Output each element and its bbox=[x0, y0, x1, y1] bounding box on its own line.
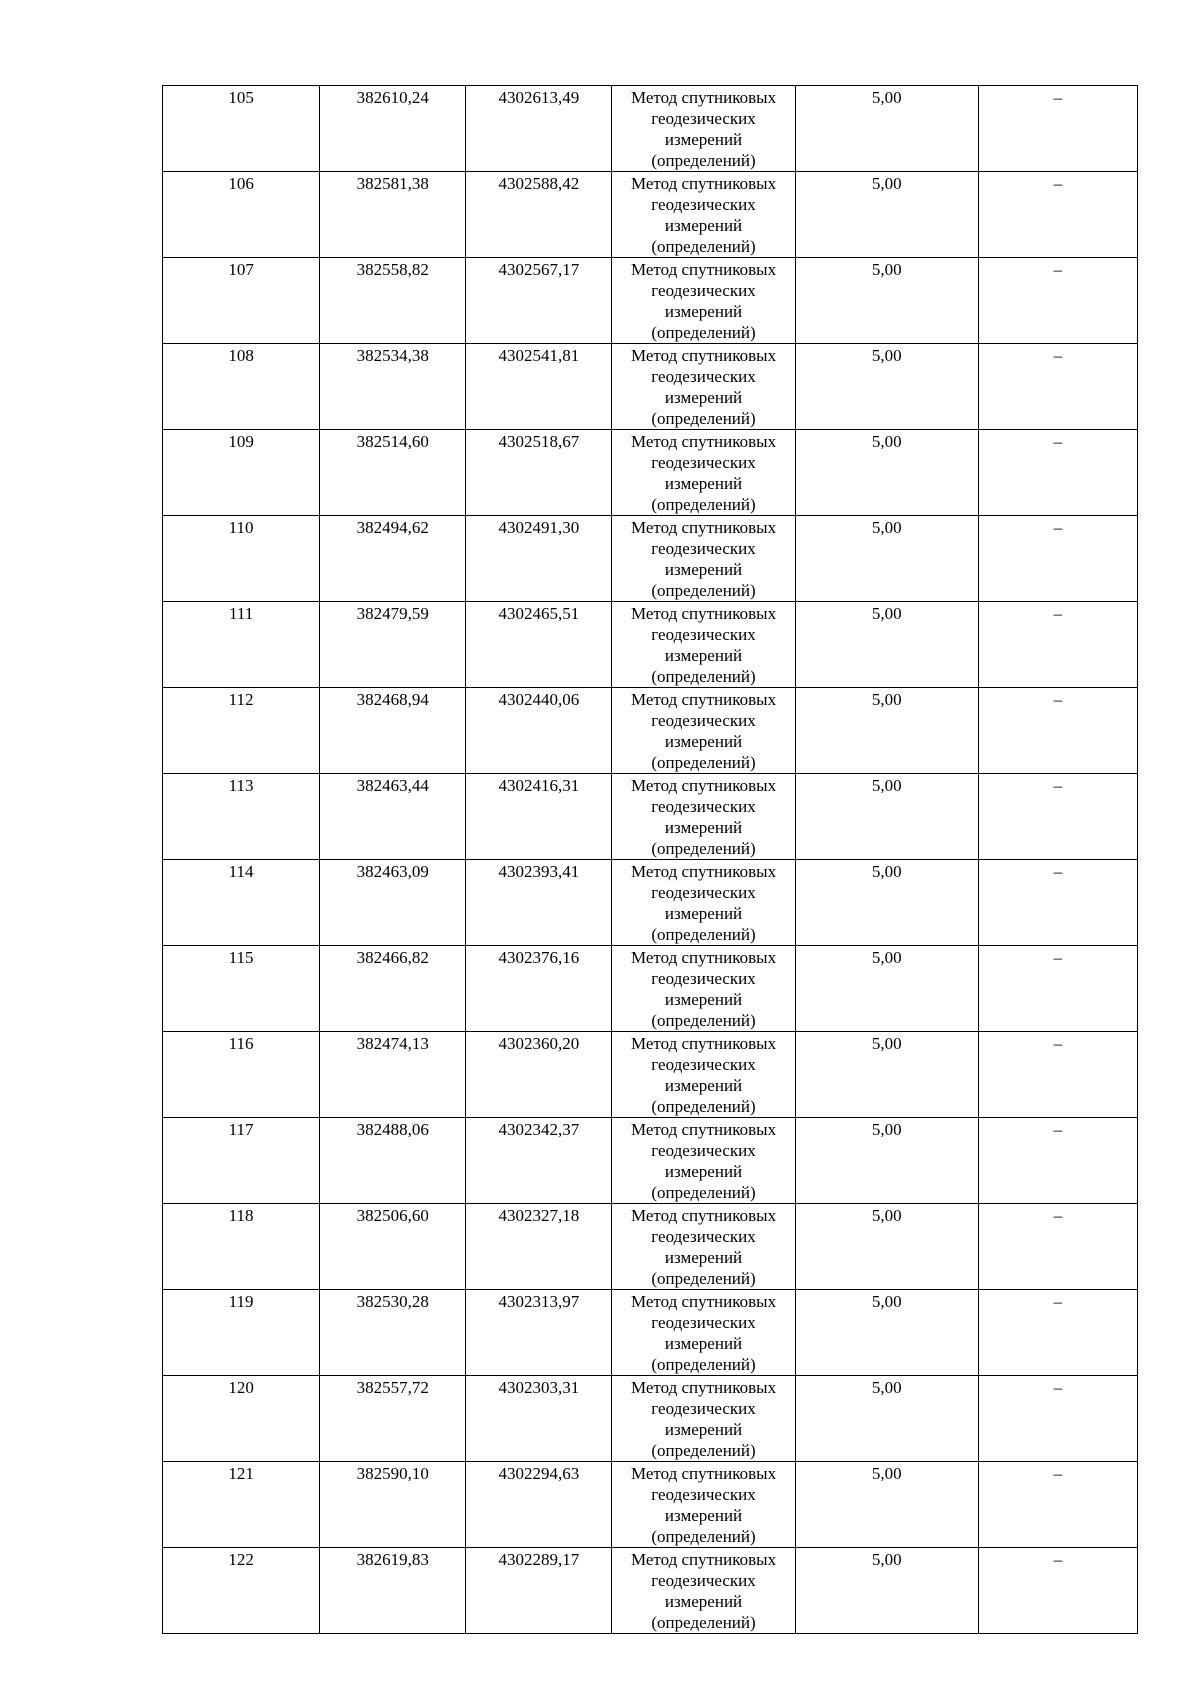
x-coordinate-cell: 382590,10 bbox=[320, 1462, 466, 1548]
accuracy-cell: 5,00 bbox=[795, 172, 978, 258]
note-cell: – bbox=[978, 1376, 1137, 1462]
x-coordinate-cell: 382557,72 bbox=[320, 1376, 466, 1462]
point-number-cell: 111 bbox=[163, 602, 320, 688]
note-cell: – bbox=[978, 172, 1137, 258]
x-coordinate-cell: 382610,24 bbox=[320, 86, 466, 172]
point-number-cell: 109 bbox=[163, 430, 320, 516]
y-coordinate-cell: 4302342,37 bbox=[466, 1118, 612, 1204]
table-row bbox=[163, 1204, 1138, 1290]
point-number-cell: 105 bbox=[163, 86, 320, 172]
x-coordinate-cell: 382479,59 bbox=[320, 602, 466, 688]
y-coordinate-cell: 4302303,31 bbox=[466, 1376, 612, 1462]
accuracy-cell: 5,00 bbox=[795, 1118, 978, 1204]
table-row bbox=[163, 688, 1138, 774]
method-cell: Метод спутниковых геодезических измерений (определений) bbox=[612, 430, 795, 516]
note-cell: – bbox=[978, 258, 1137, 344]
y-coordinate-cell: 4302360,20 bbox=[466, 1032, 612, 1118]
table-row bbox=[163, 1290, 1138, 1376]
method-cell: Метод спутниковых геодезических измерений (определений) bbox=[612, 774, 795, 860]
note-cell: – bbox=[978, 1548, 1137, 1634]
note-cell: – bbox=[978, 86, 1137, 172]
table-row bbox=[163, 1032, 1138, 1118]
y-coordinate-cell: 4302289,17 bbox=[466, 1548, 612, 1634]
accuracy-cell: 5,00 bbox=[795, 1032, 978, 1118]
x-coordinate-cell: 382474,13 bbox=[320, 1032, 466, 1118]
y-coordinate-cell: 4302327,18 bbox=[466, 1204, 612, 1290]
accuracy-cell: 5,00 bbox=[795, 1462, 978, 1548]
y-coordinate-cell: 4302541,81 bbox=[466, 344, 612, 430]
y-coordinate-cell: 4302465,51 bbox=[466, 602, 612, 688]
point-number-cell: 113 bbox=[163, 774, 320, 860]
table-row bbox=[163, 258, 1138, 344]
accuracy-cell: 5,00 bbox=[795, 344, 978, 430]
point-number-cell: 112 bbox=[163, 688, 320, 774]
table-row bbox=[163, 86, 1138, 172]
y-coordinate-cell: 4302491,30 bbox=[466, 516, 612, 602]
accuracy-cell: 5,00 bbox=[795, 1376, 978, 1462]
x-coordinate-cell: 382488,06 bbox=[320, 1118, 466, 1204]
method-cell: Метод спутниковых геодезических измерений (определений) bbox=[612, 344, 795, 430]
note-cell: – bbox=[978, 688, 1137, 774]
point-number-cell: 119 bbox=[163, 1290, 320, 1376]
note-cell: – bbox=[978, 516, 1137, 602]
x-coordinate-cell: 382468,94 bbox=[320, 688, 466, 774]
method-cell: Метод спутниковых геодезических измерений (определений) bbox=[612, 1462, 795, 1548]
note-cell: – bbox=[978, 1032, 1137, 1118]
y-coordinate-cell: 4302416,31 bbox=[466, 774, 612, 860]
accuracy-cell: 5,00 bbox=[795, 1204, 978, 1290]
y-coordinate-cell: 4302440,06 bbox=[466, 688, 612, 774]
point-number-cell: 118 bbox=[163, 1204, 320, 1290]
x-coordinate-cell: 382530,28 bbox=[320, 1290, 466, 1376]
accuracy-cell: 5,00 bbox=[795, 516, 978, 602]
accuracy-cell: 5,00 bbox=[795, 1290, 978, 1376]
note-cell: – bbox=[978, 774, 1137, 860]
coordinates-table-body bbox=[163, 86, 1138, 1634]
table-row bbox=[163, 1548, 1138, 1634]
method-cell: Метод спутниковых геодезических измерений (определений) bbox=[612, 1032, 795, 1118]
y-coordinate-cell: 4302294,63 bbox=[466, 1462, 612, 1548]
point-number-cell: 108 bbox=[163, 344, 320, 430]
note-cell: – bbox=[978, 1118, 1137, 1204]
method-cell: Метод спутниковых геодезических измерений (определений) bbox=[612, 1548, 795, 1634]
table-row bbox=[163, 860, 1138, 946]
table-row bbox=[163, 430, 1138, 516]
x-coordinate-cell: 382506,60 bbox=[320, 1204, 466, 1290]
method-cell: Метод спутниковых геодезических измерений (определений) bbox=[612, 946, 795, 1032]
method-cell: Метод спутниковых геодезических измерений (определений) bbox=[612, 1376, 795, 1462]
point-number-cell: 117 bbox=[163, 1118, 320, 1204]
accuracy-cell: 5,00 bbox=[795, 1548, 978, 1634]
table-row bbox=[163, 344, 1138, 430]
point-number-cell: 121 bbox=[163, 1462, 320, 1548]
point-number-cell: 116 bbox=[163, 1032, 320, 1118]
method-cell: Метод спутниковых геодезических измерений (определений) bbox=[612, 860, 795, 946]
accuracy-cell: 5,00 bbox=[795, 860, 978, 946]
x-coordinate-cell: 382558,82 bbox=[320, 258, 466, 344]
method-cell: Метод спутниковых геодезических измерений (определений) bbox=[612, 1118, 795, 1204]
accuracy-cell: 5,00 bbox=[795, 688, 978, 774]
x-coordinate-cell: 382494,62 bbox=[320, 516, 466, 602]
x-coordinate-cell: 382463,09 bbox=[320, 860, 466, 946]
y-coordinate-cell: 4302588,42 bbox=[466, 172, 612, 258]
method-cell: Метод спутниковых геодезических измерений (определений) bbox=[612, 1204, 795, 1290]
method-cell: Метод спутниковых геодезических измерений (определений) bbox=[612, 172, 795, 258]
method-cell: Метод спутниковых геодезических измерений (определений) bbox=[612, 258, 795, 344]
note-cell: – bbox=[978, 344, 1137, 430]
note-cell: – bbox=[978, 602, 1137, 688]
x-coordinate-cell: 382514,60 bbox=[320, 430, 466, 516]
x-coordinate-cell: 382463,44 bbox=[320, 774, 466, 860]
x-coordinate-cell: 382619,83 bbox=[320, 1548, 466, 1634]
y-coordinate-cell: 4302313,97 bbox=[466, 1290, 612, 1376]
y-coordinate-cell: 4302613,49 bbox=[466, 86, 612, 172]
point-number-cell: 114 bbox=[163, 860, 320, 946]
table-row bbox=[163, 1118, 1138, 1204]
accuracy-cell: 5,00 bbox=[795, 946, 978, 1032]
point-number-cell: 107 bbox=[163, 258, 320, 344]
point-number-cell: 122 bbox=[163, 1548, 320, 1634]
method-cell: Метод спутниковых геодезических измерений (определений) bbox=[612, 688, 795, 774]
note-cell: – bbox=[978, 430, 1137, 516]
accuracy-cell: 5,00 bbox=[795, 258, 978, 344]
table-row bbox=[163, 516, 1138, 602]
point-number-cell: 120 bbox=[163, 1376, 320, 1462]
method-cell: Метод спутниковых геодезических измерений (определений) bbox=[612, 1290, 795, 1376]
y-coordinate-cell: 4302376,16 bbox=[466, 946, 612, 1032]
coordinates-table bbox=[162, 85, 1138, 1634]
point-number-cell: 115 bbox=[163, 946, 320, 1032]
y-coordinate-cell: 4302518,67 bbox=[466, 430, 612, 516]
note-cell: – bbox=[978, 1204, 1137, 1290]
note-cell: – bbox=[978, 1290, 1137, 1376]
y-coordinate-cell: 4302567,17 bbox=[466, 258, 612, 344]
note-cell: – bbox=[978, 860, 1137, 946]
y-coordinate-cell: 4302393,41 bbox=[466, 860, 612, 946]
table-row bbox=[163, 774, 1138, 860]
table-row bbox=[163, 1376, 1138, 1462]
note-cell: – bbox=[978, 1462, 1137, 1548]
x-coordinate-cell: 382466,82 bbox=[320, 946, 466, 1032]
method-cell: Метод спутниковых геодезических измерений (определений) bbox=[612, 86, 795, 172]
point-number-cell: 106 bbox=[163, 172, 320, 258]
accuracy-cell: 5,00 bbox=[795, 430, 978, 516]
accuracy-cell: 5,00 bbox=[795, 602, 978, 688]
accuracy-cell: 5,00 bbox=[795, 86, 978, 172]
point-number-cell: 110 bbox=[163, 516, 320, 602]
note-cell: – bbox=[978, 946, 1137, 1032]
method-cell: Метод спутниковых геодезических измерений (определений) bbox=[612, 602, 795, 688]
table-row bbox=[163, 602, 1138, 688]
table-row bbox=[163, 946, 1138, 1032]
x-coordinate-cell: 382534,38 bbox=[320, 344, 466, 430]
x-coordinate-cell: 382581,38 bbox=[320, 172, 466, 258]
method-cell: Метод спутниковых геодезических измерений (определений) bbox=[612, 516, 795, 602]
accuracy-cell: 5,00 bbox=[795, 774, 978, 860]
table-row bbox=[163, 172, 1138, 258]
table-row bbox=[163, 1462, 1138, 1548]
